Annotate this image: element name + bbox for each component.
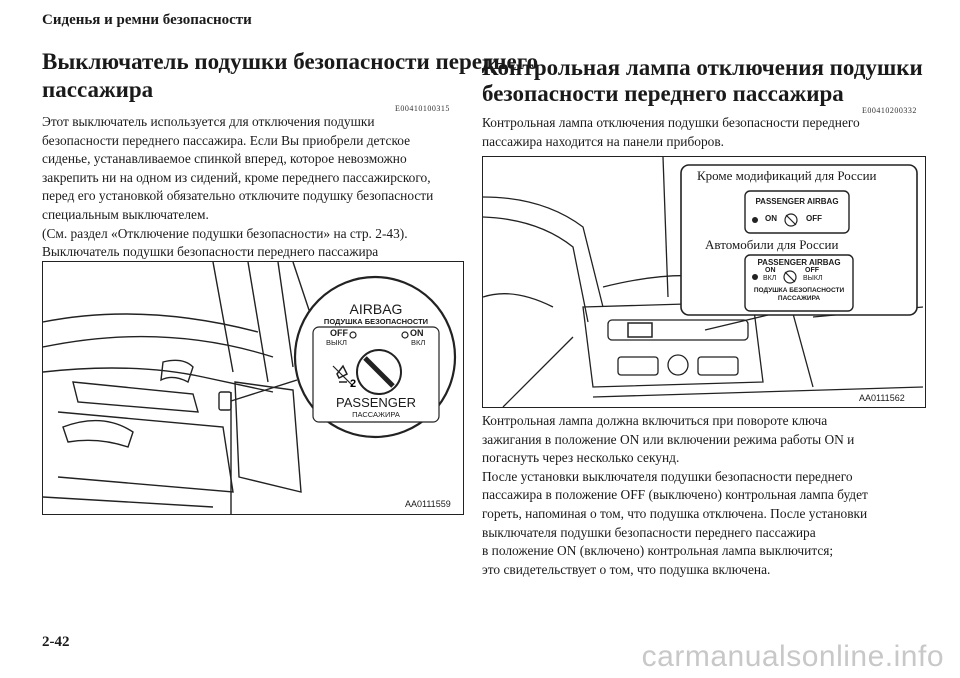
panel2-title: PASSENGER AIRBAG bbox=[757, 258, 841, 267]
on-label: ON bbox=[410, 328, 424, 338]
right-p1-line: Контрольная лампа отключения подушки безопасности переднего bbox=[482, 115, 860, 130]
passenger-ru-label: ПАССАЖИРА bbox=[352, 410, 400, 419]
page-number: 2-42 bbox=[42, 634, 70, 650]
off-ru-label: ВЫКЛ bbox=[326, 338, 347, 347]
airbag-label: AIRBAG bbox=[349, 301, 403, 317]
left-section-code: E00410100315 bbox=[395, 104, 450, 113]
label-non-russia: Кроме модификаций для России bbox=[697, 168, 877, 183]
right-p3-line: в положение ON (включено) контрольная лампа выключится; bbox=[482, 543, 834, 559]
left-figure-code: AA0111559 bbox=[405, 499, 451, 509]
on-ru-label: ВКЛ bbox=[411, 338, 426, 347]
left-p1-line: специальным выключателем. bbox=[42, 206, 209, 222]
panel2-on-ru-label: ВКЛ bbox=[763, 275, 777, 282]
right-title-line1: Контрольная лампа отключения подушки bbox=[482, 55, 923, 80]
panel2-sub1: ПОДУШКА БЕЗОПАСНОСТИ bbox=[753, 287, 845, 294]
airbag-ru-label: ПОДУШКА БЕЗОПАСНОСТИ bbox=[323, 317, 429, 326]
panel1-title: PASSENGER AIRBAG bbox=[755, 197, 839, 206]
right-p3-line: это свидетельствует о том, что подушка включена. bbox=[482, 561, 771, 577]
airbag-switch-figure bbox=[42, 261, 464, 515]
seat-number-label: 2 bbox=[350, 378, 357, 390]
left-title-line2: пассажира bbox=[42, 77, 154, 102]
right-p3-line: После установки выключателя подушки безопасности переднего bbox=[482, 468, 853, 484]
section-header: Сиденья и ремни безопасности bbox=[42, 12, 252, 28]
panel2-off-ru-label: ВЫКЛ bbox=[803, 275, 823, 282]
right-p2-line: Контрольная лампа должна включиться при повороте ключа bbox=[482, 413, 828, 428]
right-p2-line: зажигания в положение ON или включении режима работы ON и bbox=[482, 431, 855, 447]
panel2-off-label: OFF bbox=[805, 267, 819, 274]
left-paragraph-2: (См. раздел «Отключение подушки безопасности» на стр. 2-43). bbox=[42, 225, 408, 241]
panel2-on-label: ON bbox=[765, 267, 776, 274]
left-p1-line: перед его установкой обязательно отключите подушку безопасности bbox=[42, 188, 434, 204]
right-paragraph-2 bbox=[482, 412, 932, 579]
panel2-sub2: ПАССАЖИРА bbox=[777, 295, 821, 302]
dashboard-illustration bbox=[43, 262, 463, 514]
panel1-off-label: OFF bbox=[806, 214, 822, 223]
right-p3-line: пассажира в положение OFF (выключено) контрольная лампа будет bbox=[482, 487, 868, 503]
right-figure-code: AA0111562 bbox=[859, 393, 905, 403]
left-p3-line: Выключатель подушки безопасности переднего пассажира bbox=[42, 244, 379, 260]
center-console-illustration bbox=[483, 157, 925, 407]
left-p1-line: закрепить ни на одном из сидений, кроме переднего пассажирского, bbox=[42, 169, 431, 185]
left-p1-line: сиденье, устанавливаемое спинкой вперед, которое невозможно bbox=[42, 151, 407, 167]
right-title-line2: безопасности переднего пассажира bbox=[482, 81, 844, 106]
right-p2-line: погаснуть через несколько секунд. bbox=[482, 450, 680, 466]
off-label: OFF bbox=[330, 328, 348, 338]
watermark[interactable]: carmanualsonline.info bbox=[641, 640, 944, 673]
left-title-line1: Выключатель подушки безопасности переднего bbox=[42, 49, 539, 74]
label-russia: Автомобили для России bbox=[705, 237, 839, 252]
left-p1-line: Этот выключатель используется для отключения подушки bbox=[42, 114, 375, 129]
right-p3-line: гореть, напоминая о том, что подушка отключена. После установки bbox=[482, 505, 868, 521]
right-section-code: E00410200332 bbox=[862, 106, 917, 115]
panel1-on-label: ON bbox=[765, 214, 777, 223]
right-p1-line: пассажира находится на панели приборов. bbox=[482, 133, 725, 149]
right-paragraph-1 bbox=[482, 114, 922, 151]
right-p3-line: выключателя подушки безопасности переднего пассажира bbox=[482, 524, 816, 540]
left-p1-line: безопасности переднего пассажира. Если Вы приобрели детское bbox=[42, 132, 411, 148]
passenger-label: PASSENGER bbox=[336, 395, 416, 410]
left-paragraph-1 bbox=[42, 113, 462, 280]
indicator-lamp-figure bbox=[482, 156, 926, 408]
